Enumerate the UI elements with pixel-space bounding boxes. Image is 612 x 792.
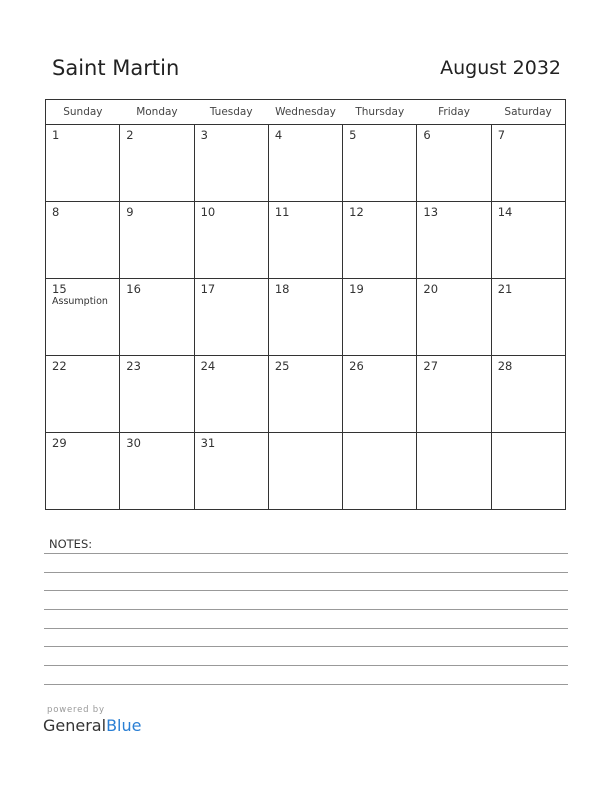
- day-number: 8: [52, 205, 60, 219]
- weekday-sunday: Sunday: [46, 100, 120, 125]
- week-row: [46, 202, 566, 279]
- day-number: 13: [423, 205, 439, 219]
- brand-blue: Blue: [106, 716, 142, 735]
- day-number: 11: [274, 205, 290, 219]
- generalblue-logo[interactable]: [43, 716, 141, 735]
- day-number: 16: [126, 282, 141, 296]
- day-cell: [194, 433, 268, 510]
- day-cell: [120, 433, 194, 510]
- weekday-tuesday: Tuesday: [194, 100, 268, 125]
- day-number: 3: [200, 128, 208, 142]
- day-number: 24: [200, 359, 216, 373]
- powered-by-text: powered by: [47, 705, 105, 715]
- day-number: 10: [200, 205, 216, 219]
- day-cell: [120, 356, 194, 433]
- day-number: 20: [423, 282, 439, 296]
- day-cell: [194, 356, 268, 433]
- day-number: 4: [274, 128, 283, 142]
- day-cell: [46, 125, 120, 202]
- weekday-header-row: [46, 100, 566, 125]
- day-cell: [268, 433, 342, 510]
- day-number: 15: [52, 282, 67, 296]
- day-number: 26: [349, 359, 364, 373]
- day-number: 1: [52, 128, 60, 142]
- day-cell: [417, 356, 491, 433]
- day-cell: [491, 433, 565, 510]
- day-cell: [46, 433, 120, 510]
- day-cell: [120, 202, 194, 279]
- note-line: [44, 665, 568, 666]
- note-line: [44, 609, 568, 610]
- day-number: 22: [52, 359, 67, 373]
- day-number: 9: [126, 205, 134, 219]
- day-cell: [46, 279, 120, 356]
- day-cell: [46, 356, 120, 433]
- day-cell: [491, 279, 565, 356]
- day-cell: [417, 279, 491, 356]
- day-number: 25: [274, 359, 290, 373]
- holiday-label: Assumption: [52, 296, 108, 307]
- week-row: [46, 433, 566, 510]
- day-number: 27: [423, 359, 439, 373]
- weekday-thursday: Thursday: [343, 100, 417, 125]
- day-cell: [268, 279, 342, 356]
- day-cell: [120, 125, 194, 202]
- day-number: 19: [349, 282, 364, 296]
- note-line: [44, 684, 568, 685]
- note-line: [44, 646, 568, 647]
- week-row: [46, 125, 566, 202]
- day-cell: [343, 356, 417, 433]
- day-cell: [417, 202, 491, 279]
- calendar-grid: [45, 99, 566, 510]
- day-cell: [120, 279, 194, 356]
- day-cell: [194, 279, 268, 356]
- day-cell: [194, 125, 268, 202]
- day-number: 18: [274, 282, 290, 296]
- week-row: [46, 279, 566, 356]
- day-cell: [343, 125, 417, 202]
- day-cell: [268, 356, 342, 433]
- day-number: 7: [497, 128, 506, 142]
- weekday-monday: Monday: [120, 100, 194, 125]
- weekday-friday: Friday: [417, 100, 491, 125]
- day-cell: [417, 433, 491, 510]
- day-cell: [268, 125, 342, 202]
- day-cell: [343, 202, 417, 279]
- day-cell: [194, 202, 268, 279]
- day-cell: [491, 125, 565, 202]
- day-cell: [46, 202, 120, 279]
- day-number: 14: [497, 205, 513, 219]
- day-cell: [491, 356, 565, 433]
- note-line: [44, 628, 568, 629]
- month-title: August 2032: [440, 57, 561, 79]
- day-cell: [343, 433, 417, 510]
- note-line: [44, 553, 568, 554]
- region-title: Saint Martin: [52, 56, 180, 80]
- week-row: [46, 356, 566, 433]
- day-number: 12: [349, 205, 364, 219]
- day-cell: [491, 202, 565, 279]
- day-number: 31: [200, 436, 216, 450]
- day-number: 21: [497, 282, 513, 296]
- note-line: [44, 590, 568, 591]
- day-number: 5: [349, 128, 357, 142]
- notes-label: NOTES:: [49, 537, 93, 551]
- day-number: 30: [126, 436, 141, 450]
- day-cell: [417, 125, 491, 202]
- weekday-saturday: Saturday: [491, 100, 565, 125]
- day-number: 6: [423, 128, 431, 142]
- note-line: [44, 572, 568, 573]
- day-number: 28: [497, 359, 513, 373]
- day-number: 29: [52, 436, 67, 450]
- day-cell: [343, 279, 417, 356]
- day-number: 2: [126, 128, 134, 142]
- day-number: 17: [200, 282, 216, 296]
- day-number: 23: [126, 359, 141, 373]
- day-cell: [268, 202, 342, 279]
- weekday-wednesday: Wednesday: [268, 100, 342, 125]
- brand-general: General: [43, 716, 107, 735]
